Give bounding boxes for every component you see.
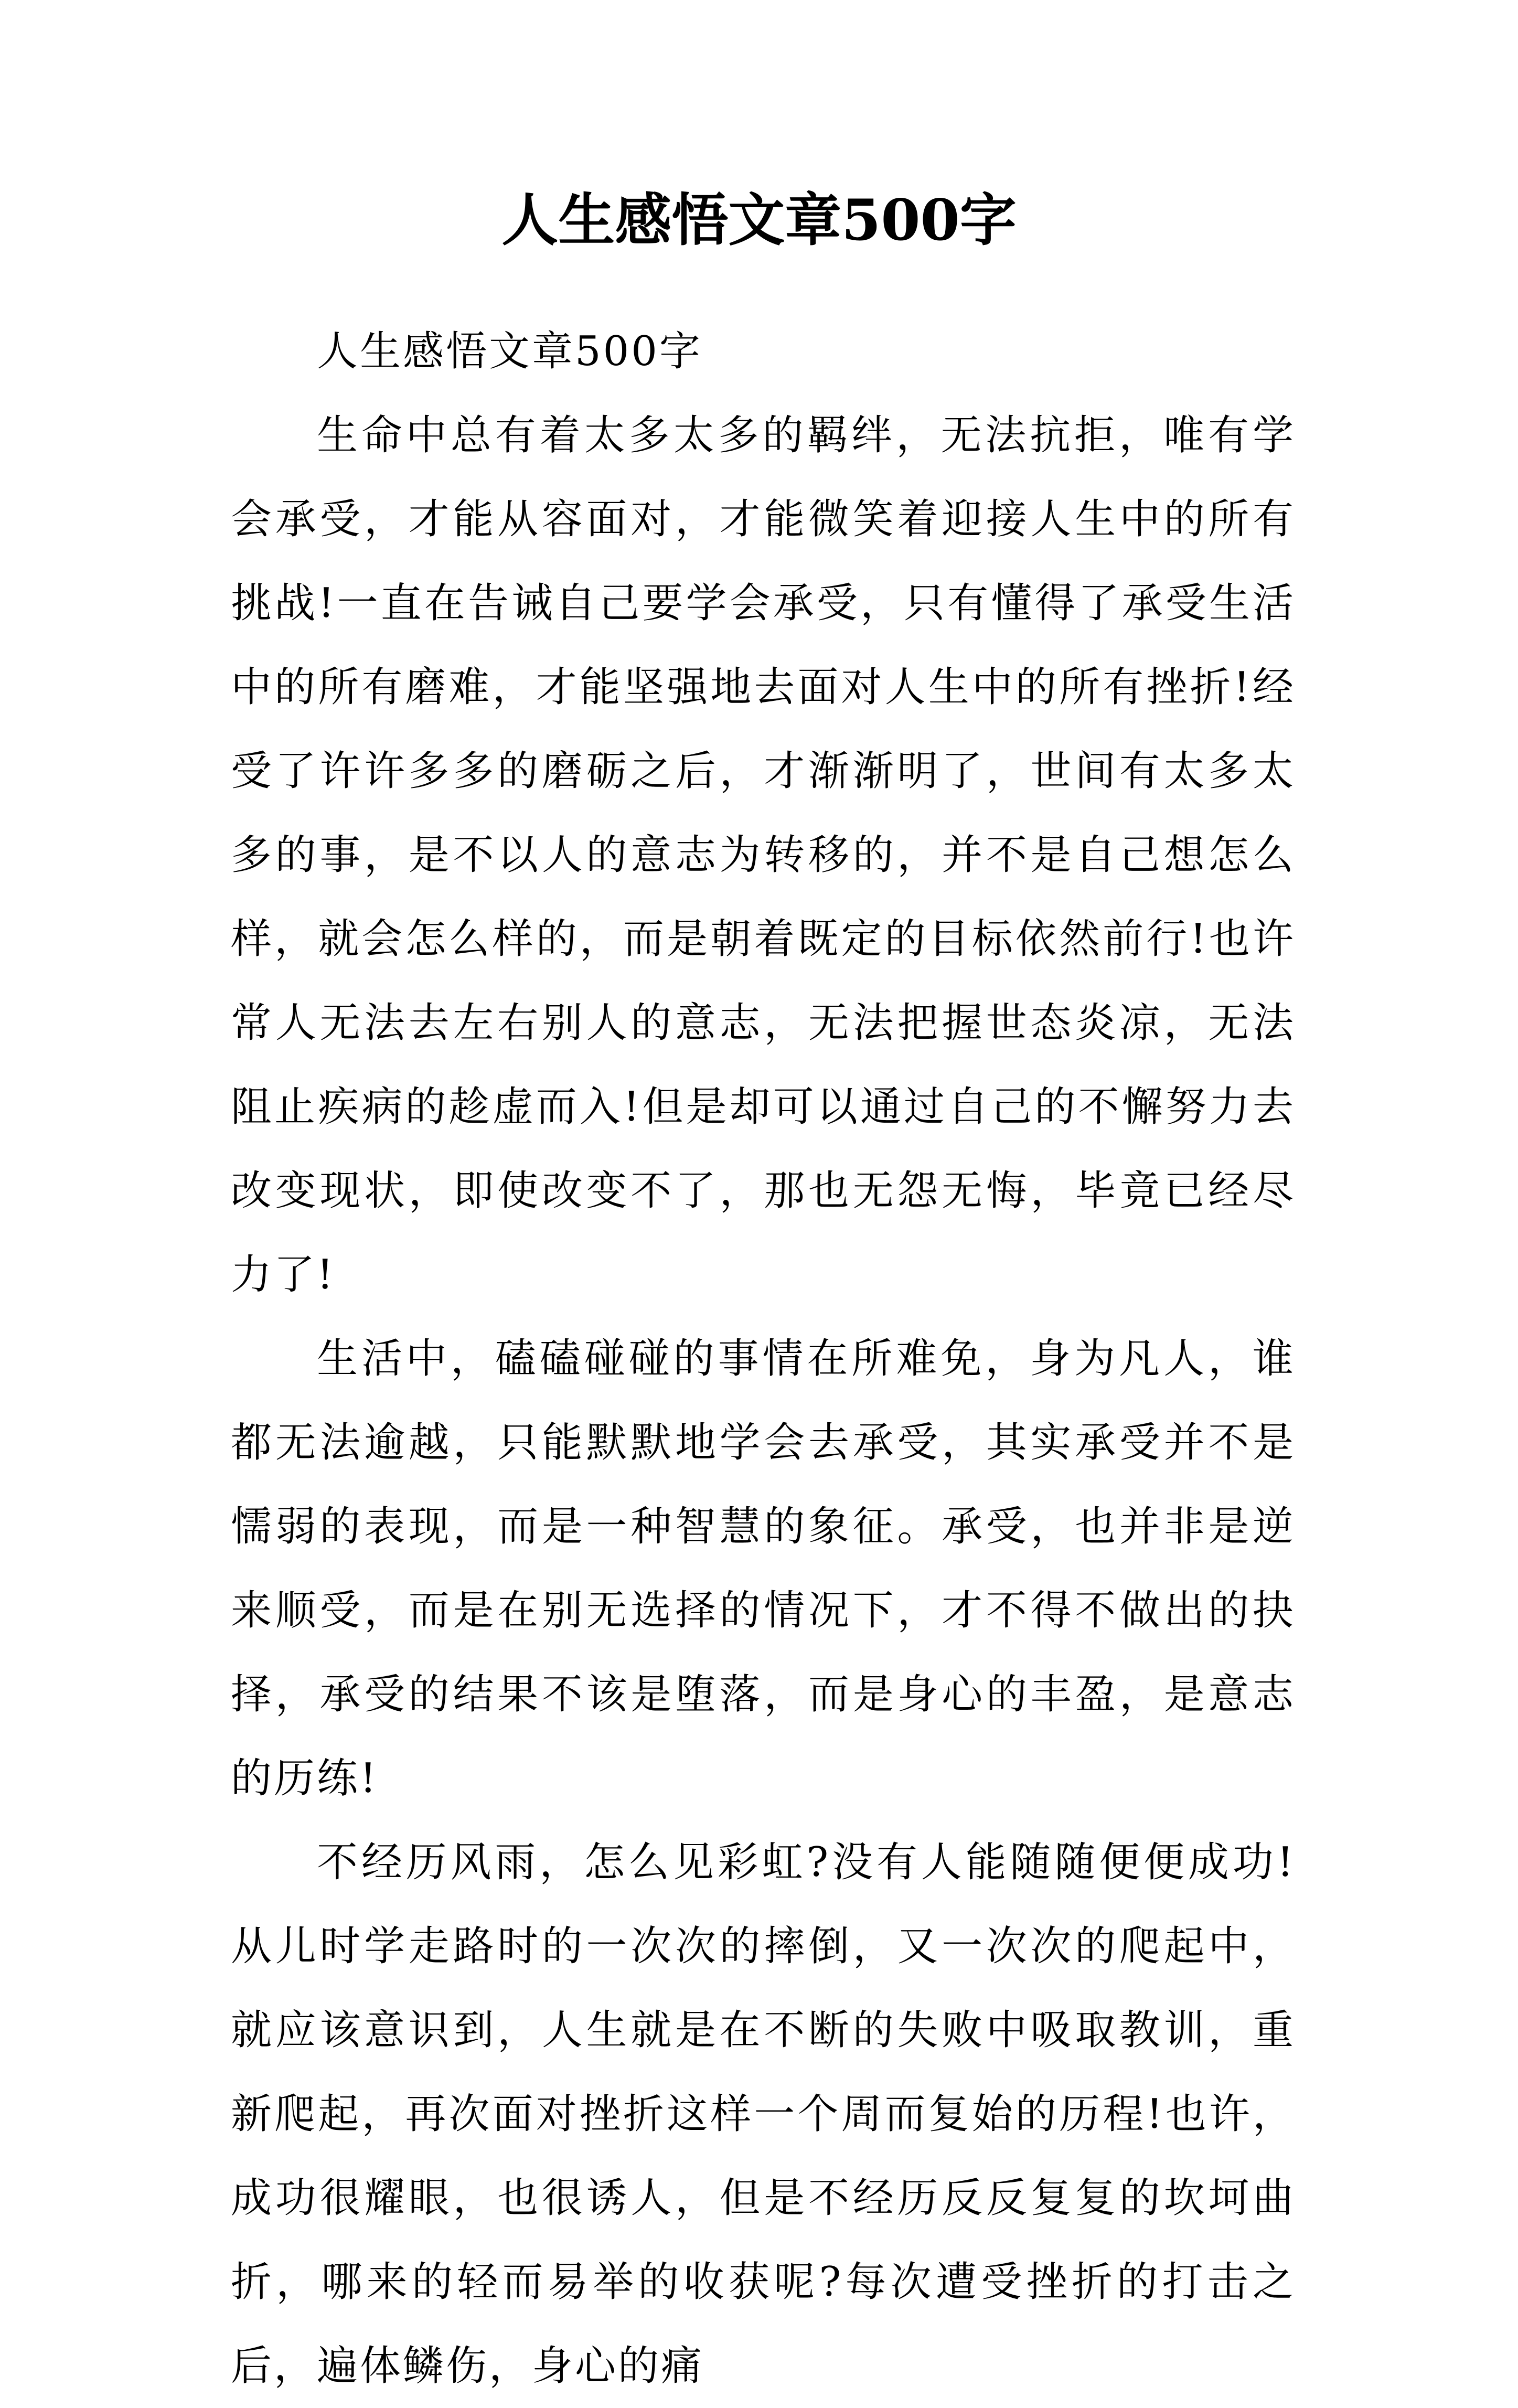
paragraph: 不经历风雨，怎么见彩虹?没有人能随随便便成功!从儿时学走路时的一次次的摔倒，又一次次的爬起中，就应该意识到，人生就是在不断的失败中吸取教训，重新爬起，再次面对挫折这样一个周而复始的历程!也许，成功很耀眼，也很诱人，但是不经历反反复复的坎坷曲折，哪来的轻而易举的收获呢?每次遭受挫折的打击之后，遍体鳞伤，身心的痛 [231,1839,1296,2390]
paragraph: 生活中，磕磕碰碰的事情在所难免，身为凡人，谁都无法逾越，只能默默地学会去承受，其实承受并不是懦弱的表现，而是一种智慧的象征。承受，也并非是逆来顺受，而是在别无选择的情况下，才不得不做出的抉择，承受的结果不该是堕落，而是身心的丰盈，是意志的历练! [231,1335,1296,1802]
document-title: 人生感悟文章500字 [501,187,1017,253]
document-body [231,310,1296,2408]
paragraph-subtitle: 人生感悟文章500字 [317,328,702,375]
paragraph: 生命中总有着太多太多的羁绊，无法抗拒，唯有学会承受，才能从容面对，才能微笑着迎接人生中的所有挑战!一直在告诫自己要学会承受，只有懂得了承受生活中的所有磨难，才能坚强地去面对人生中的所有挫折!经受了许许多多的磨砺之后，才渐渐明了，世间有太多太多的事，是不以人的意志为转移的，并不是自己想怎么样，就会怎么样的，而是朝着既定的目标依然前行!也许常人无法去左右别人的意志，无法把握世态炎凉，无法阻止疾病的趁虚而入!但是却可以通过自己的不懈努力去改变现状，即使改变不了，那也无怨无悔，毕竟已经尽力了! [231,412,1296,1298]
